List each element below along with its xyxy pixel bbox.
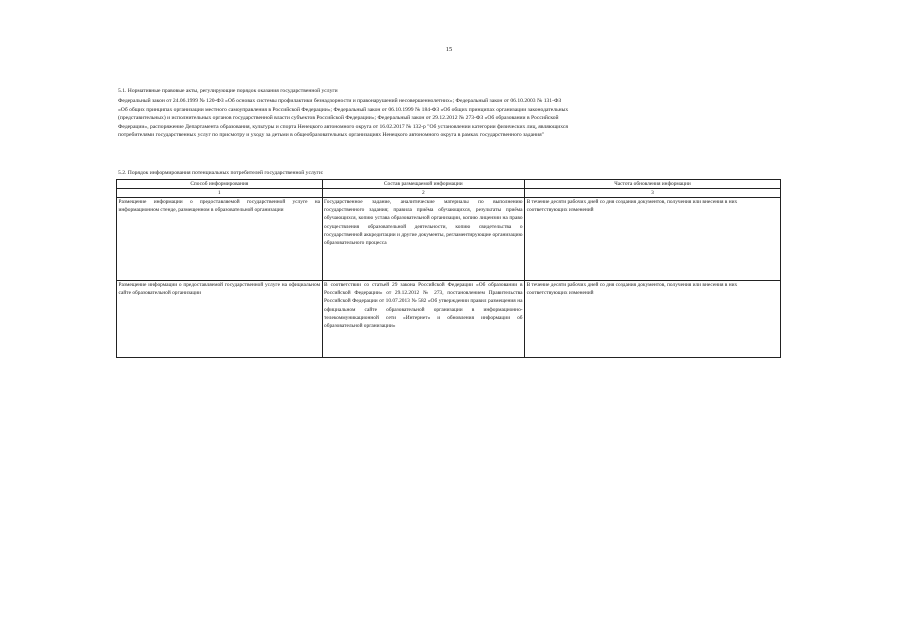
cell-frequency: В течение десяти рабочих дней со дня создания документов, получения или внесения в них соответствующих изменений: [525, 198, 781, 281]
column-number: 1: [117, 189, 323, 198]
section-5-1-title: 5.1. Нормативные правовые акты, регулирующие порядок оказания государственной услуги: [118, 88, 338, 94]
cell-content: В соответствии со статьей 29 закона Российской Федерации «Об образовании в Российской Федерации» от 29.12.2012 № 273, постановлением Правительства Российской Федерации от 10.07.2013 № 582 «Об утверждении правил размещения на официальном сайте образовательной организации в информационно-телекоммуникационной сети «Интернет» и обновления информации об образовательной организации»: [322, 281, 525, 358]
header-frequency: Частота обновления информации: [525, 180, 781, 189]
paragraph-line: (представительных) и исполнительных органов государственной власти субъектов Российской Федерации»; Федеральный закон от 29.12.2012 № 273-ФЗ «Об образовании в Российской: [118, 115, 559, 122]
cell-content: Государственное задание, аналитические материалы по выполнению государственного задания; правила приёма обучающихся, результаты приёма обучающихся, копию устава образовательной организации, копию лицензии на право осуществления образовательной деятельности, копию свидетельства о государственной аккредитации и другие документы, регламентирующие организацию образовательного процесса: [322, 198, 525, 281]
paragraph-line: Федеральный закон от 24.06.1999 № 120-ФЗ «Об основах системы профилактики безнадзорности и правонарушений несовершеннолетних»; Федеральный закон от 06.10.2003 № 131-ФЗ: [118, 98, 562, 104]
table-row: [117, 281, 781, 358]
page-number: 15: [445, 46, 453, 53]
paragraph-line: «Об общих принципах организации местного самоуправления в Российской Федерации»; Федеральный закон от 06.10.1999 № 184-ФЗ «Об общих принципах организации законодательных: [118, 106, 569, 113]
paragraph-line: Федерации», распоряжение Департамента образования, культуры и спорта Ненецкого автономного округа от 16.02.2017 № 132-р "Об установлении категории физических лиц, являющихся: [118, 123, 568, 130]
paragraph-line: потребителями государственных услуг по присмотру и уходу за детьми в общеобразовательных организациях Ненецкого автономного округа в рамках государственного задания": [118, 132, 544, 139]
header-method: Способ информирования: [117, 180, 323, 189]
table-number-row: [117, 189, 781, 198]
table-row: [117, 198, 781, 281]
column-number: 2: [322, 189, 525, 198]
section-5-1-paragraph: [118, 97, 778, 140]
cell-method: Размещение информации о предоставляемой государственной услуге на информационном стенде, размещенном в образовательной организации: [117, 198, 323, 281]
cell-method: Размещение информации о предоставляемой государственной услуге на официальном сайте образовательной организации: [117, 281, 323, 358]
informing-table: [116, 179, 781, 358]
section-5-2-title: 5.2. Порядок информирования потенциальных потребителей государственной услуги:: [118, 170, 324, 176]
header-content: Состав размещаемой информации: [322, 180, 525, 189]
table-header-row: [117, 180, 781, 189]
column-number: 3: [525, 189, 781, 198]
cell-frequency: В течение десяти рабочих дней со дня создания документов, получения или внесения в них соответствующих изменений: [525, 281, 781, 358]
